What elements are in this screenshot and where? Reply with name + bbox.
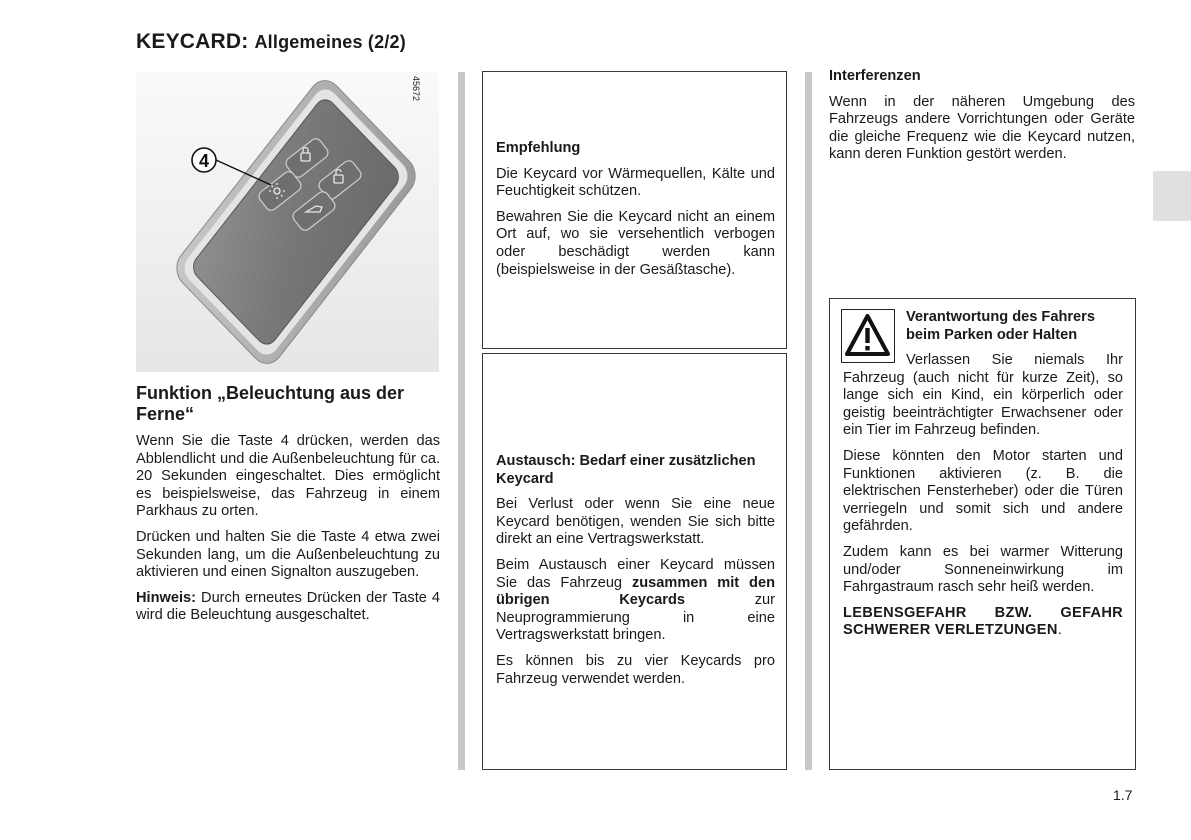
warning-heading: Verantwortung des Fahrers beim Parken oder Halten [906,309,1095,343]
section-heading-remote-light: Funktion „Beleuchtung aus der Ferne“ [136,383,405,424]
title-main: KEYCARD: [136,30,249,53]
paragraph: Es können bis zu vier Keycards pro Fahrzeug verwendet werden. [496,652,775,687]
paragraph: Drücken und halten Sie die Taste 4 etwa zwei Sekunden lang, um die Außenbeleuchtung zu aktivieren und einen Signalton auszugeben. [136,528,440,581]
note-label: Hinweis: [136,589,197,606]
callout-4: 4 [198,151,210,171]
keycard-figure [136,72,439,372]
paragraph: Die Keycard vor Wärmequellen, Kälte und Feuchtigkeit schützen. [496,165,775,200]
box-heading: Austausch: Bedarf einer zusätzlichen Keycard [496,453,756,487]
page-title [136,30,406,54]
recommendation-box [482,71,787,349]
note-paragraph [136,590,440,625]
keycard-illustration [136,72,439,372]
warning-paragraph: Diese könnten den Motor starten und Funktionen aktivieren (z. B. die elektrischen Fensterheber) oder die Türen verriegeln und somit sich und andere gefährden. [843,447,1123,535]
text-run: . [1057,622,1063,639]
replacement-box [482,353,787,770]
section-heading-interference: Interferenzen [829,68,921,84]
column-separator [458,72,465,770]
text-run: zur Neuprogrammierung in eine Vertragswerkstatt bringen. [496,592,776,644]
column-separator [805,72,812,770]
warning-paragraph: Zudem kann es bei warmer Witterung und/oder Sonneneinwirkung im Fahrgastraum rasch sehr heiß werden. [843,543,1123,596]
page-number: 1.7 [1113,787,1133,803]
interference-section [829,68,1135,172]
warning-paragraph [843,605,1123,640]
note-text: Durch erneutes Drücken der Taste 4 wird die Beleuchtung ausgeschaltet. [136,589,440,624]
warning-paragraph: Verlassen Sie niemals Ihr Fahrzeug (auch nicht für kurze Zeit), so lange sich ein Kind, ein körperlich oder geistig beeinträchtigter Erwachsener oder ein Tier im Fahrzeug befinden. [843,352,1123,439]
title-sub: Allgemeines (2/2) [254,32,406,52]
left-column [136,383,440,633]
box-heading: Empfehlung [496,140,581,156]
warning-box [829,298,1136,770]
figure-code: 45672 [411,76,421,102]
paragraph [496,557,775,645]
danger-text: LEBENSGEFAHR BZW. GEFAHR SCHWERER VERLETZUNGEN [843,604,1123,639]
paragraph: Bewahren Sie die Keycard nicht an einem Ort auf, wo sie versehentlich verbogen oder beschädigt werden kann (beispielsweise in der Gesäßtasche). [496,208,775,278]
chapter-tab [1153,171,1191,221]
paragraph: Wenn Sie die Taste 4 drücken, werden das Abblendlicht und die Außenbeleuchtung für ca. 20 Sekunden eingeschaltet. Dies ermöglicht es beispielsweise, das Fahrzeug in einem Parkhaus zu orten. [136,433,440,520]
text-run: Beim Austausch einer Keycard müssen Sie das Fahrzeug [496,556,775,591]
paragraph: Wenn in der näheren Umgebung des Fahrzeugs andere Vorrichtungen oder Geräte die gleiche Frequenz wie die Keycard nutzen, kann deren Funktion gestört werden. [829,93,1135,163]
paragraph: Bei Verlust oder wenn Sie eine neue Keycard benötigen, wenden Sie sich bitte direkt an eine Vertragswerkstatt. [496,496,775,548]
bold-run: zusammen mit den übrigen Keycards [496,574,775,609]
